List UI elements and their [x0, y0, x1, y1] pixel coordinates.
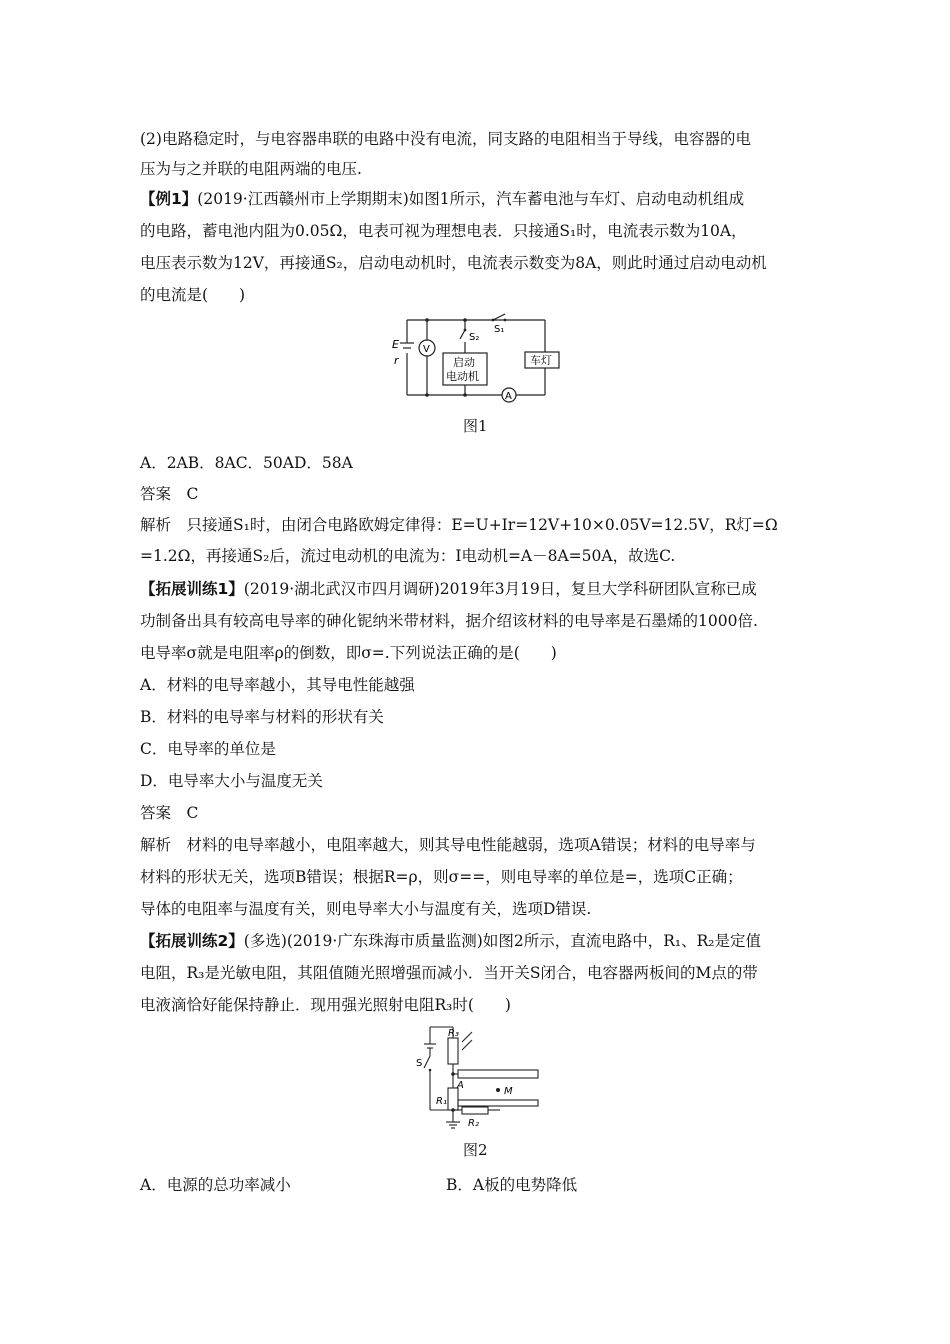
fig1-label-S1: S₁ [494, 324, 505, 335]
ext1-tag: 【拓展训练1】 [140, 580, 244, 598]
ext1-option-b: B．材料的电导率与材料的形状有关 [140, 708, 384, 726]
figure1-circuit [385, 310, 575, 410]
para-line-1: (2)电路稳定时，与电容器串联的电路中没有电流，同支路的电阻相当于导线，电容器的电 [140, 130, 751, 148]
figure2-circuit [410, 1022, 560, 1134]
ext2-option-a: A．电源的总功率减小 [140, 1176, 291, 1194]
fig2-label-R2: R₂ [468, 1118, 479, 1129]
fig2-label-R1: R₁ [436, 1096, 447, 1107]
ext1-option-d: D．电导率大小与温度无关 [140, 772, 323, 790]
ext1-answer: 答案 C [140, 804, 199, 822]
example1-text-1: (2019·江西赣州市上学期期末)如图1所示，汽车蓄电池与车灯、启动电动机组成 [197, 190, 745, 208]
fig1-label-r: r [394, 354, 399, 367]
ext1-line-3: 电导率σ就是电阻率ρ的倒数，即σ=.下列说法正确的是( ) [140, 644, 557, 662]
fig2-label-R3: R₃ [448, 1028, 459, 1039]
fig1-motor-line2: 电动机 [446, 370, 479, 383]
figure1-caption: 图1 [463, 417, 488, 435]
ext1-option-a: A．材料的电导率越小，其导电性能越强 [140, 676, 415, 694]
fig2-label-S: S [416, 1058, 423, 1069]
fig1-label-S2: S₂ [469, 332, 480, 343]
fig1-lamp-label: 车灯 [530, 354, 552, 367]
ext1-analysis-3: 导体的电阻率与温度有关，则电导率大小与温度有关，选项D错误. [140, 900, 592, 918]
fig2-label-M: M [504, 1086, 513, 1097]
example1-analysis-2: =1.2Ω，再接通S₂后，流过电动机的电流为：I电动机=A－8A=50A，故选C. [140, 547, 676, 565]
example1-analysis-1: 解析 只接通S₁时，由闭合电路欧姆定律得：E=U+Ir=12V+10×0.05V=12.5V，R灯=Ω [140, 516, 778, 534]
ext1-line-1 [140, 578, 757, 600]
ext2-text-1: (多选)(2019·广东珠海市质量监测)如图2所示，直流电路中，R₁、R₂是定值 [243, 932, 761, 950]
fig1-label-E: E [392, 338, 399, 351]
ext1-option-c: C．电导率的单位是 [140, 740, 276, 758]
example1-line-1 [140, 188, 744, 210]
fig1-label-V: V [423, 344, 430, 355]
ext1-analysis-2: 材料的形状无关，选项B错误；根据R=ρ，则σ==，则电导率的单位是=，选项C正确； [140, 868, 743, 886]
ext2-line-2: 电阻，R₃是光敏电阻，其阻值随光照增强而减小．当开关S闭合，电容器两板间的M点的带 [140, 964, 758, 982]
para-line-2: 压为与之并联的电阻两端的电压. [140, 160, 362, 178]
ext2-option-b: B．A板的电势降低 [446, 1176, 578, 1194]
figure2-caption: 图2 [463, 1141, 488, 1159]
ext1-line-2: 功制备出具有较高电导率的砷化铌纳米带材料，据介绍该材料的电导率是石墨烯的1000倍. [140, 612, 758, 630]
ext2-line-1 [140, 930, 761, 952]
example1-line-3: 电压表示数为12V，再接通S₂，启动电动机时，电流表示数变为8A，则此时通过启动电动机 [140, 254, 767, 272]
fig2-label-A: A [457, 1080, 464, 1091]
ext1-text-1: (2019·湖北武汉市四月调研)2019年3月19日，复旦大学科研团队宣称已成 [243, 580, 757, 598]
fig1-motor-line1: 启动 [453, 356, 475, 369]
example1-line-4: 的电流是( ) [140, 286, 246, 304]
ext2-line-3: 电液滴恰好能保持静止．现用强光照射电阻R₃时( ) [140, 996, 511, 1014]
example1-answer: 答案 C [140, 485, 199, 503]
example1-line-2: 的电路，蓄电池内阻为0.05Ω，电表可视为理想电表．只接通S₁时，电流表示数为10A， [140, 222, 747, 240]
example1-options: A．2AB．8AC．50AD．58A [140, 454, 353, 472]
ext2-tag: 【拓展训练2】 [140, 932, 244, 950]
example1-tag: 【例1】 [140, 190, 198, 208]
fig1-label-A: A [505, 391, 512, 402]
ext1-analysis-1: 解析 材料的电导率越小，电阻率越大，则其导电性能越弱，选项A错误；材料的电导率与 [140, 836, 756, 854]
